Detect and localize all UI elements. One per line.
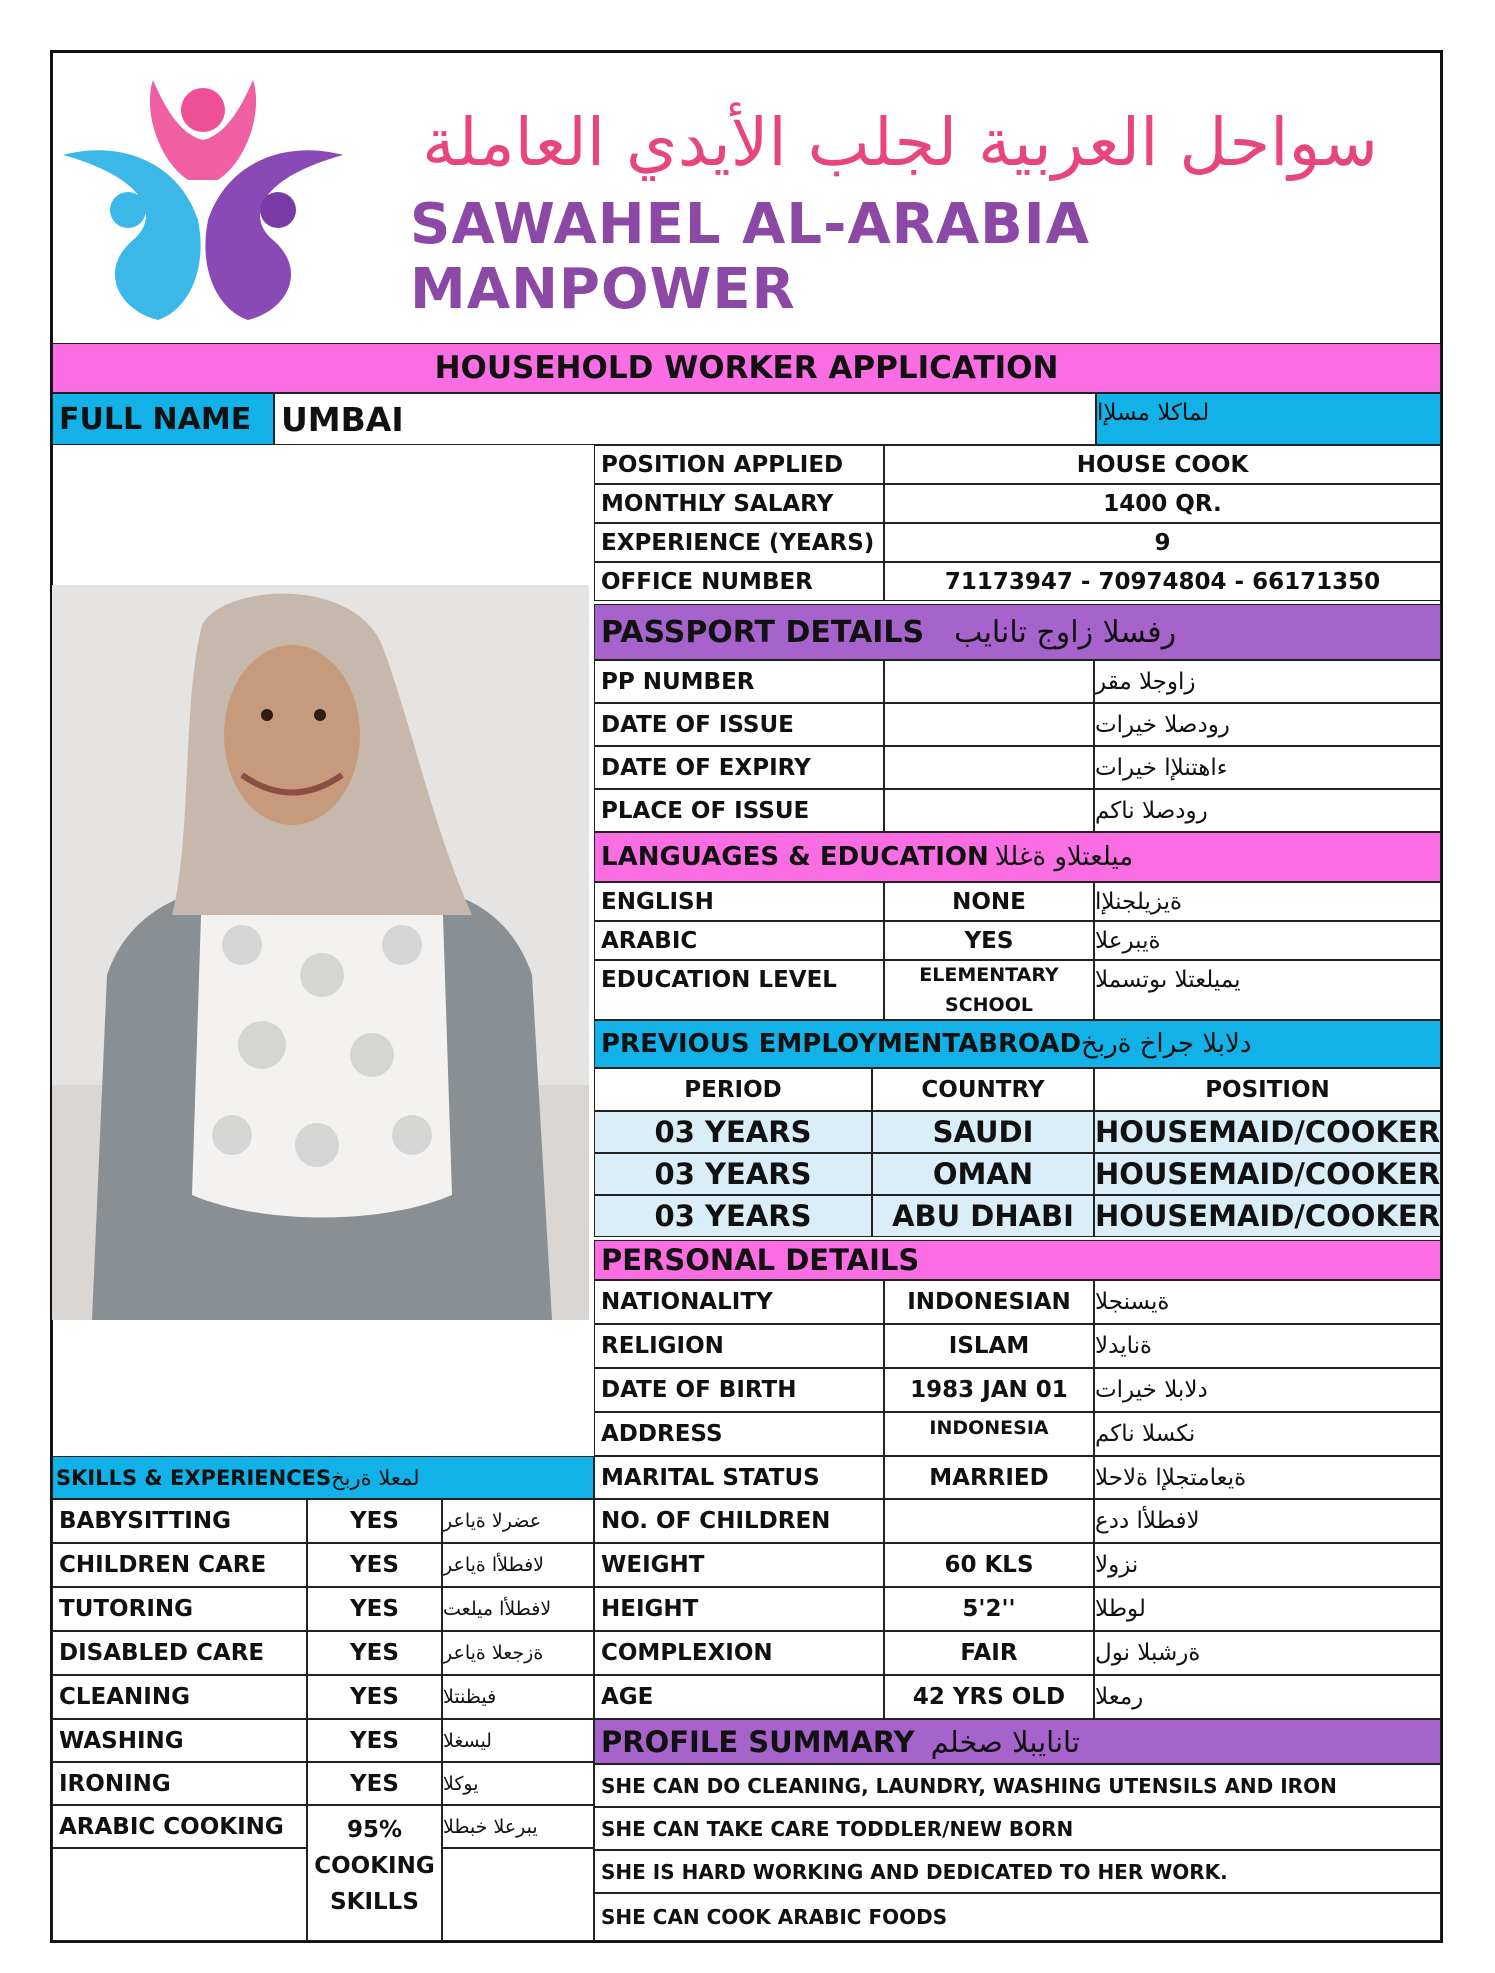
salary-label: MONTHLY SALARY xyxy=(594,484,884,523)
place-of-issue-label: PLACE OF ISSUE xyxy=(594,789,884,832)
skill-babysitting-value: YES xyxy=(307,1499,442,1543)
summary-line-1: SHE CAN DO CLEANING, LAUNDRY, WASHING UTENSILS AND IRON xyxy=(594,1764,1441,1807)
arabic-value: YES xyxy=(884,921,1094,960)
applicant-photo xyxy=(52,585,589,1320)
date-of-birth-value: 1983 JAN 01 xyxy=(884,1368,1094,1412)
summary-title-ar: تانايبلا صخلم xyxy=(930,1724,1080,1759)
skills-empty-cell-ar xyxy=(442,1848,594,1941)
weight-label-ar: نزولا xyxy=(1094,1543,1441,1587)
english-value: NONE xyxy=(884,882,1094,921)
skill-children-care-label-ar: لافطلأا ةياعر xyxy=(442,1543,594,1587)
salary-value: 1400 QR. xyxy=(884,484,1441,523)
date-of-issue-label: DATE OF ISSUE xyxy=(594,703,884,746)
passport-title-ar: رفسلا زاوج تانايب xyxy=(954,614,1177,650)
religion-value: ISLAM xyxy=(884,1324,1094,1368)
height-label-ar: لوطلا xyxy=(1094,1587,1441,1631)
age-value: 42 YRS OLD xyxy=(884,1675,1094,1719)
cooking-note-line1: COOKING xyxy=(314,1853,435,1879)
complexion-value: FAIR xyxy=(884,1631,1094,1675)
employment-header-country: COUNTRY xyxy=(872,1068,1094,1111)
position-label: POSITION APPLIED xyxy=(594,445,884,484)
employment-row-2-country: OMAN xyxy=(872,1153,1094,1195)
skill-ironing-value: YES xyxy=(307,1762,442,1805)
office-number-value: 71173947 - 70974804 - 66171350 xyxy=(884,562,1441,601)
date-of-expiry-label: DATE OF EXPIRY xyxy=(594,746,884,789)
date-of-birth-label: DATE OF BIRTH xyxy=(594,1368,884,1412)
pp-number-label-ar: زاوجلا مقر xyxy=(1094,660,1441,703)
employment-title: PREVIOUS EMPLOYMENTABROAD xyxy=(601,1029,1082,1059)
height-label: HEIGHT xyxy=(594,1587,884,1631)
skill-tutoring-value: YES xyxy=(307,1587,442,1631)
experience-value: 9 xyxy=(884,523,1441,562)
marital-status-value: MARRIED xyxy=(884,1456,1094,1499)
skill-washing-value: YES xyxy=(307,1719,442,1762)
full-name-value: UMBAI xyxy=(274,393,1096,445)
education-level-value-line2: SCHOOL xyxy=(945,994,1033,1016)
employment-row-3-position: HOUSEMAID/COOKER xyxy=(1094,1195,1441,1237)
employment-row-3-country: ABU DHABI xyxy=(872,1195,1094,1237)
date-of-issue-value xyxy=(884,703,1094,746)
education-level-value-line1: ELEMENTARY xyxy=(919,964,1059,986)
skill-arabic-cooking-label: ARABIC COOKING xyxy=(52,1805,307,1848)
cooking-percent: 95% xyxy=(346,1817,403,1843)
marital-status-label-ar: ةيعامتجلإا ةلاحلا xyxy=(1094,1456,1441,1499)
skill-cleaning-label-ar: فيظنتلا xyxy=(442,1675,594,1719)
weight-label: WEIGHT xyxy=(594,1543,884,1587)
position-value: HOUSE COOK xyxy=(884,445,1441,484)
skill-washing-label: WASHING xyxy=(52,1719,307,1762)
full-name-label-ar: لماكلا مسلإا xyxy=(1096,393,1441,445)
employment-row-1-country: SAUDI xyxy=(872,1111,1094,1153)
skill-arabic-cooking-value xyxy=(307,1805,442,1941)
employment-title-ar: دلابلا جراخ ةربخ xyxy=(1081,1029,1252,1059)
summary-line-4: SHE CAN COOK ARABIC FOODS xyxy=(594,1893,1441,1941)
company-name-english: SAWAHEL AL-ARABIA MANPOWER xyxy=(410,192,1090,322)
skill-disabled-care-value: YES xyxy=(307,1631,442,1675)
languages-title: LANGUAGES & EDUCATION xyxy=(601,842,989,872)
pp-number-value xyxy=(884,660,1094,703)
religion-label: RELIGION xyxy=(594,1324,884,1368)
employment-header-period: PERIOD xyxy=(594,1068,872,1111)
logo-head-left xyxy=(110,192,146,228)
skill-tutoring-label: TUTORING xyxy=(52,1587,307,1631)
skill-disabled-care-label-ar: ةزجعلا ةياعر xyxy=(442,1631,594,1675)
experience-label: EXPERIENCE (YEARS) xyxy=(594,523,884,562)
skill-cleaning-value: YES xyxy=(307,1675,442,1719)
place-of-issue-label-ar: رودصلا ناكم xyxy=(1094,789,1441,832)
skill-tutoring-label-ar: لافطلأا ميلعت xyxy=(442,1587,594,1631)
children-label-ar: لافطلأا ددع xyxy=(1094,1499,1441,1543)
nationality-label-ar: ةيسنجلا xyxy=(1094,1280,1441,1324)
complexion-label: COMPLEXION xyxy=(594,1631,884,1675)
skill-arabic-cooking-label-ar: يبرعلا خبطلا xyxy=(442,1805,594,1848)
cooking-note-line2: SKILLS xyxy=(330,1889,419,1915)
marital-status-label: MARITAL STATUS xyxy=(594,1456,884,1499)
arabic-label: ARABIC xyxy=(594,921,884,960)
skills-title: SKILLS & EXPERIENCES xyxy=(56,1465,332,1490)
age-label-ar: رمعلا xyxy=(1094,1675,1441,1719)
employment-header-position: POSITION xyxy=(1094,1068,1441,1111)
nationality-label: NATIONALITY xyxy=(594,1280,884,1324)
skill-cleaning-label: CLEANING xyxy=(52,1675,307,1719)
skills-empty-cell xyxy=(52,1848,307,1941)
english-label-ar: ةيزيلجنلإا xyxy=(1094,882,1441,921)
skill-washing-label-ar: ليسغلا xyxy=(442,1719,594,1762)
english-label: ENGLISH xyxy=(594,882,884,921)
skill-ironing-label-ar: يوكلا xyxy=(442,1762,594,1805)
skills-title-ar: لمعلا ةربخ xyxy=(331,1465,420,1490)
skills-section-header xyxy=(52,1456,594,1499)
employment-row-2-position: HOUSEMAID/COOKER xyxy=(1094,1153,1441,1195)
place-of-issue-value xyxy=(884,789,1094,832)
summary-line-3: SHE IS HARD WORKING AND DEDICATED TO HER WORK. xyxy=(594,1850,1441,1893)
passport-section-header xyxy=(594,604,1441,660)
address-value: INDONESIA xyxy=(884,1412,1094,1456)
passport-title: PASSPORT DETAILS xyxy=(601,614,925,650)
address-label: ADDRESS xyxy=(594,1412,884,1456)
office-number-label: OFFICE NUMBER xyxy=(594,562,884,601)
logo-figure-top xyxy=(150,80,256,180)
employment-row-1-position: HOUSEMAID/COOKER xyxy=(1094,1111,1441,1153)
full-name-label: FULL NAME xyxy=(52,393,274,445)
languages-section-header xyxy=(594,832,1441,882)
logo-arm-right xyxy=(205,150,343,320)
summary-section-header xyxy=(594,1719,1441,1764)
company-name-arabic: سواحل العربية لجلب الأيدي العاملة xyxy=(422,104,1378,181)
complexion-label-ar: ةرشبلا نول xyxy=(1094,1631,1441,1675)
employment-section-header xyxy=(594,1020,1441,1068)
date-of-birth-label-ar: دلابلا خيرات xyxy=(1094,1368,1441,1412)
skill-babysitting-label-ar: عضرلا ةياعر xyxy=(442,1499,594,1543)
education-level-value xyxy=(884,960,1094,1020)
form-title: HOUSEHOLD WORKER APPLICATION xyxy=(52,343,1441,393)
date-of-expiry-value xyxy=(884,746,1094,789)
skill-babysitting-label: BABYSITTING xyxy=(52,1499,307,1543)
personal-section-header: PERSONAL DETAILS xyxy=(594,1240,1441,1280)
date-of-issue-label-ar: رودصلا خيرات xyxy=(1094,703,1441,746)
address-label-ar: نكسلا ناكم xyxy=(1094,1412,1441,1456)
summary-line-2: SHE CAN TAKE CARE TODDLER/NEW BORN xyxy=(594,1807,1441,1850)
age-label: AGE xyxy=(594,1675,884,1719)
height-value: 5'2'' xyxy=(884,1587,1094,1631)
employment-row-1-period: 03 YEARS xyxy=(594,1111,872,1153)
children-value xyxy=(884,1499,1094,1543)
nationality-value: INDONESIAN xyxy=(884,1280,1094,1324)
religion-label-ar: ةنايدلا xyxy=(1094,1324,1441,1368)
logo-arm-left xyxy=(63,150,201,320)
skill-disabled-care-label: DISABLED CARE xyxy=(52,1631,307,1675)
weight-value: 60 KLS xyxy=(884,1543,1094,1587)
logo-head-right xyxy=(260,192,296,228)
employment-row-2-period: 03 YEARS xyxy=(594,1153,872,1195)
skill-ironing-label: IRONING xyxy=(52,1762,307,1805)
skill-children-care-value: YES xyxy=(307,1543,442,1587)
date-of-expiry-label-ar: ءاهتنلإا خيرات xyxy=(1094,746,1441,789)
pp-number-label: PP NUMBER xyxy=(594,660,884,703)
company-logo xyxy=(58,70,348,330)
languages-title-ar: ميلعتلاو ةغللا xyxy=(994,842,1134,872)
skill-children-care-label: CHILDREN CARE xyxy=(52,1543,307,1587)
education-level-label-ar: يميلعتلا ىوتسملا xyxy=(1094,960,1441,1020)
summary-title: PROFILE SUMMARY xyxy=(601,1724,915,1759)
arabic-label-ar: ةيبرعلا xyxy=(1094,921,1441,960)
education-level-label: EDUCATION LEVEL xyxy=(594,960,884,1020)
children-label: NO. OF CHILDREN xyxy=(594,1499,884,1543)
employment-row-3-period: 03 YEARS xyxy=(594,1195,872,1237)
